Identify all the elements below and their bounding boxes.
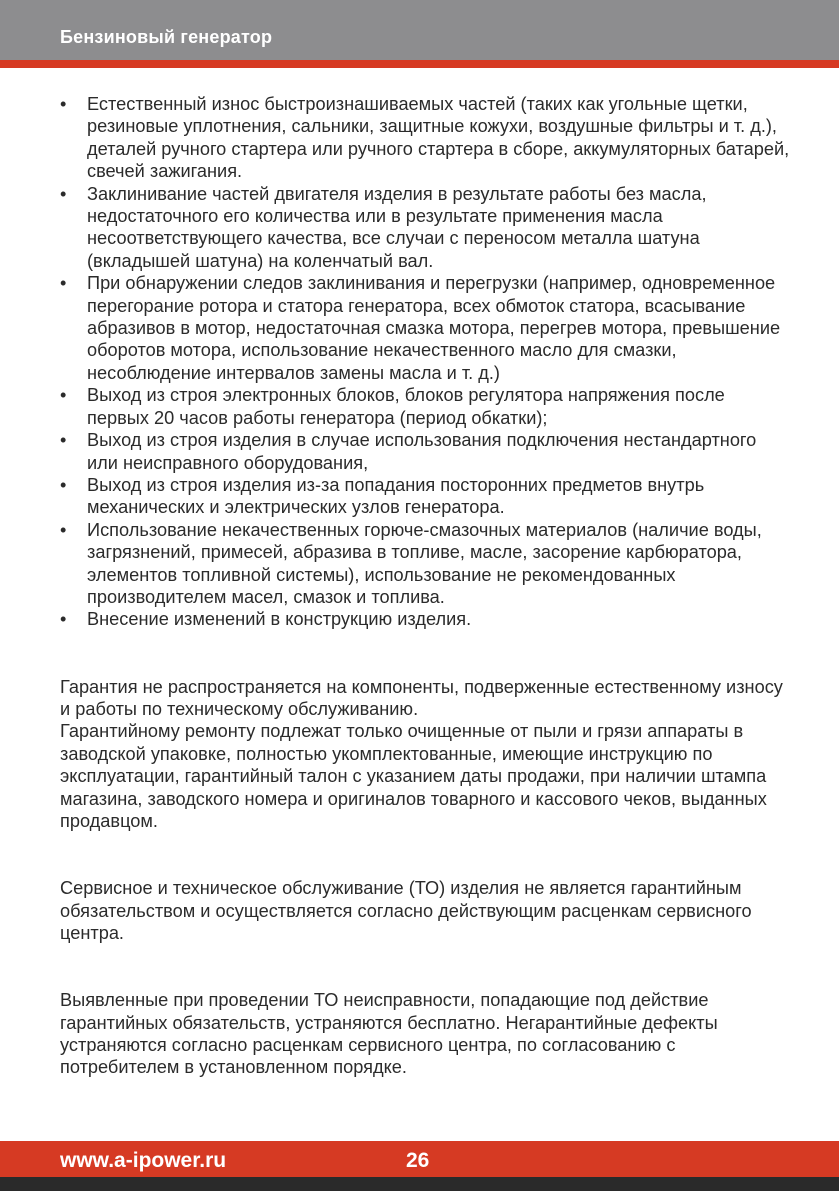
header-title: Бензиновый генератор (60, 27, 273, 47)
list-item-text: При обнаружении следов заклинивания и перегрузки (например, одновременное перегорание ротора и статора генератора, всех обмоток статора, всасывание абразивов в мотор, недостаточная смазка мотора, перегрев мотора, превышение оборотов мотора, использование некачественного масло для смазки, несоблюдение интервалов замены масла и т. д.) (87, 273, 781, 383)
list-item-text: Выход из строя изделия в случае использования подключения нестандартного или неисправного оборудования, (87, 430, 757, 473)
bullet-icon: • (60, 385, 67, 406)
document-body (60, 93, 790, 1079)
footer-bottom-band (0, 1177, 839, 1191)
page-header (0, 0, 839, 60)
list-item (60, 384, 790, 429)
list-item (60, 519, 790, 609)
paragraph-warranty-scope: Гарантия не распространяется на компоненты, подверженные естественному износу и работы по техническому обслуживанию. (60, 676, 783, 719)
list-item (60, 474, 790, 519)
warranty-exclusions-list (60, 93, 790, 631)
bullet-icon: • (60, 273, 67, 294)
header-accent-stripe (0, 60, 839, 68)
bullet-icon: • (60, 94, 67, 114)
paragraph-maintenance: Сервисное и техническое обслуживание (ТО) изделия не является гарантийным обязательством и осуществляется согласно действующим расценкам сервисного центра. (60, 878, 752, 943)
bullet-icon: • (60, 609, 67, 630)
list-item (60, 93, 790, 183)
bullet-icon: • (60, 474, 67, 495)
paragraph-repair-conditions: Гарантийному ремонту подлежат только очищенные от пыли и грязи аппараты в заводской упаковке, полностью укомплектованные, имеющие инструкцию по эксплуатации, гарантийный талон с указанием даты продажи, при наличии штампа магазина, заводского номера и оригиналов товарного и кассового чеков, выданных продавцом. (60, 721, 767, 831)
paragraph-defects: Выявленные при проведении ТО неисправности, попадающие под действие гарантийных обязательств, устраняются бесплатно. Негарантийные дефекты устраняются согласно расценкам сервисного центра, по согласованию с потребителем в установленном порядке. (60, 990, 718, 1078)
list-item (60, 429, 790, 474)
list-item (60, 272, 790, 384)
list-item (60, 608, 790, 630)
footer-website-link[interactable]: www.a-ipower.ru (60, 1149, 227, 1172)
bullet-icon: • (60, 430, 67, 451)
list-item-text: Естественный износ быстроизнашиваемых частей (таких как угольные щетки, резиновые уплотнения, сальники, защитные кожухи, воздушные фильтры и т. д.), деталей ручного стартера или ручного стартера в сборе, аккумуляторных батарей, свечей зажигания. (87, 94, 790, 182)
list-item-text: Внесение изменений в конструкцию изделия. (87, 609, 472, 630)
list-item-text: Выход из строя электронных блоков, блоков регулятора напряжения после первых 20 часов работы генератора (период обкатки); (87, 385, 725, 428)
list-item-text: Заклинивание частей двигателя изделия в результате работы без масла, недостаточного его количества или в результате применения масла несоответствующего качества, все случаи с переносом металла шатуна (вкладышей шатуна) на коленчатый вал. (87, 183, 707, 271)
bullet-icon: • (60, 519, 67, 540)
bullet-icon: • (60, 183, 67, 204)
list-item-text: Выход из строя изделия из-за попадания посторонних предметов внутрь механических и электрических узлов генератора. (87, 474, 705, 518)
page-number: 26 (406, 1149, 430, 1172)
list-item-text: Использование некачественных горюче-смазочных материалов (наличие воды, загрязнений, примесей, абразива в топливе, масле, засорение карбюратора, элементов топливной системы), использование не рекомендованных производителем масел, смазок и топлива. (87, 519, 762, 607)
list-item (60, 183, 790, 273)
